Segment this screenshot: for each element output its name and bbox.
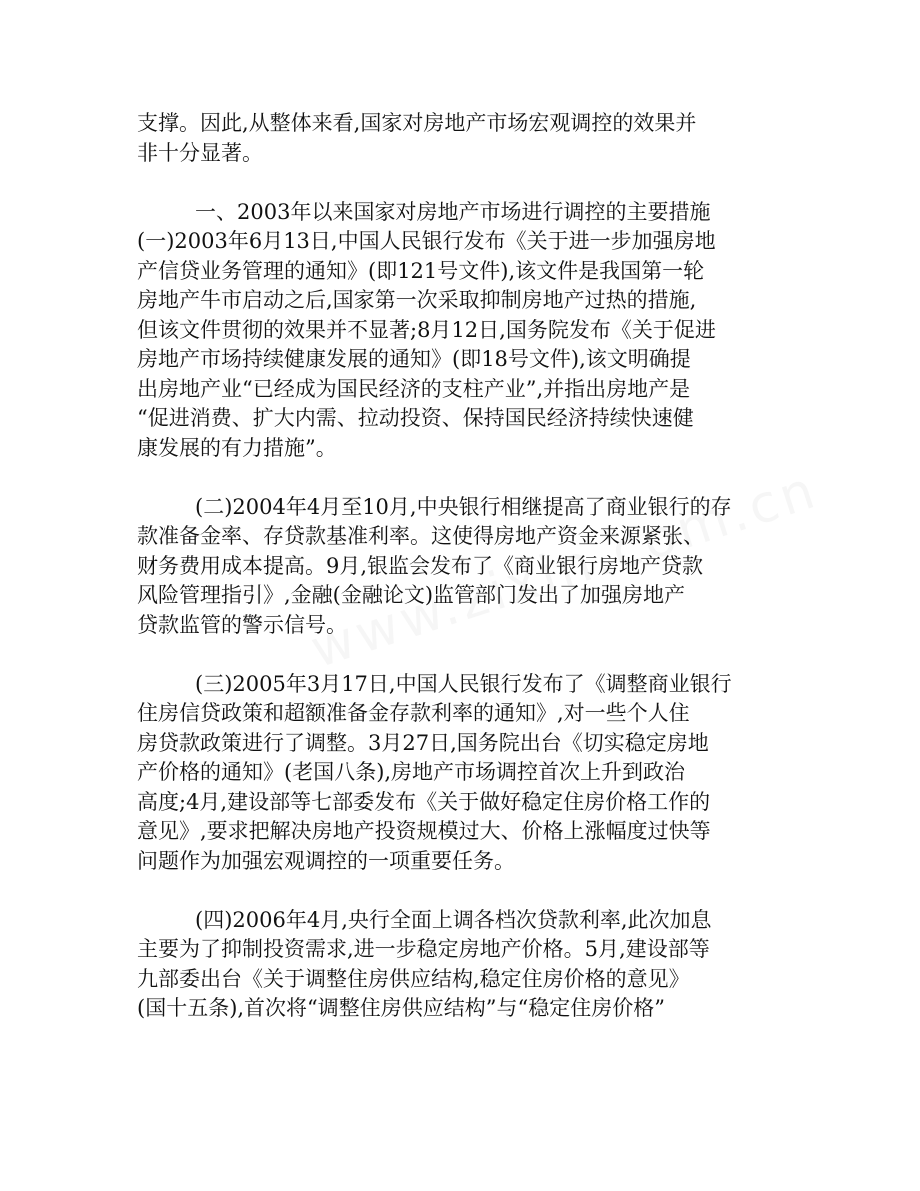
text-line: 房贷款政策进行了调整。3月27日,国务院出台《切实稳定房地 [137, 730, 709, 755]
section-heading: 一、2003年以来国家对房地产市场进行调控的主要措施 [195, 199, 711, 224]
text-line: 产信贷业务管理的通知》(即121号文件),该文件是我国第一轮 [137, 258, 705, 283]
text-line: 财务费用成本提高。9月,银监会发布了《商业银行房地产贷款 [137, 553, 704, 578]
text-line: 非十分显著。 [137, 140, 263, 165]
text-line: 支撑。因此,从整体来看,国家对房地产市场宏观调控的效果并 [137, 111, 697, 135]
text-line: 贷款监管的警示信号。 [137, 612, 347, 637]
text-line: 康发展的有力措施”。 [137, 435, 337, 460]
text-line: (三)2005年3月17日,中国人民银行发布了《调整商业银行 [195, 671, 732, 696]
text-line: 房地产市场持续健康发展的通知》(即18号文件),该文明确提 [137, 347, 691, 371]
text-line: (一)2003年6月13日,中国人民银行发布《关于进一步加强房地 [137, 229, 716, 253]
text-line: 问题作为加强宏观调控的一项重要任务。 [137, 848, 515, 873]
text-line: 但该文件贯彻的效果并不显著;8月12日,国务院发布《关于促进 [137, 317, 716, 342]
paragraph-3 [137, 670, 797, 877]
text-line: (四)2006年4月,央行全面上调各档次贷款利率,此次加息 [195, 907, 712, 932]
text-line: 意见》,要求把解决房地产投资规模过大、价格上涨幅度过快等 [137, 819, 711, 843]
text-line: 住房信贷政策和超额准备金存款利率的通知》,对一些个人住 [137, 701, 690, 725]
text-line: (国十五条),首次将“调整住房供应结构”与“稳定住房价格” [137, 996, 666, 1020]
document-page [137, 109, 797, 1024]
paragraph-0 [137, 109, 797, 168]
text-line: 产价格的通知》(老国八条),房地产市场调控首次上升到政治 [137, 760, 686, 784]
text-line: 款准备金率、存贷款基准利率。这使得房地产资金来源紧张、 [137, 524, 704, 548]
paragraph-1 [137, 198, 797, 464]
paragraph-2 [137, 493, 797, 641]
text-line: 高度;4月,建设部等七部委发布《关于做好稳定住房价格工作的 [137, 789, 711, 814]
text-line: 房地产牛市启动之后,国家第一次采取抑制房地产过热的措施, [137, 288, 697, 312]
text-line: “促进消费、扩大内需、拉动投资、保持国民经济持续快速健 [137, 406, 694, 430]
text-line: 主要为了抑制投资需求,进一步稳定房地产价格。5月,建设部等 [137, 937, 710, 961]
paragraph-4 [137, 906, 797, 1024]
text-line: 出房地产业“已经成为国民经济的支柱产业”,并指出房地产是 [137, 376, 691, 401]
text-line: 九部委出台《关于调整住房供应结构,稳定住房价格的意见》 [137, 966, 690, 991]
text-line: (二)2004年4月至10月,中央银行相继提高了商业银行的存 [195, 494, 732, 519]
text-line: 风险管理指引》,金融(金融论文)监管部门发出了加强房地产 [137, 583, 686, 607]
